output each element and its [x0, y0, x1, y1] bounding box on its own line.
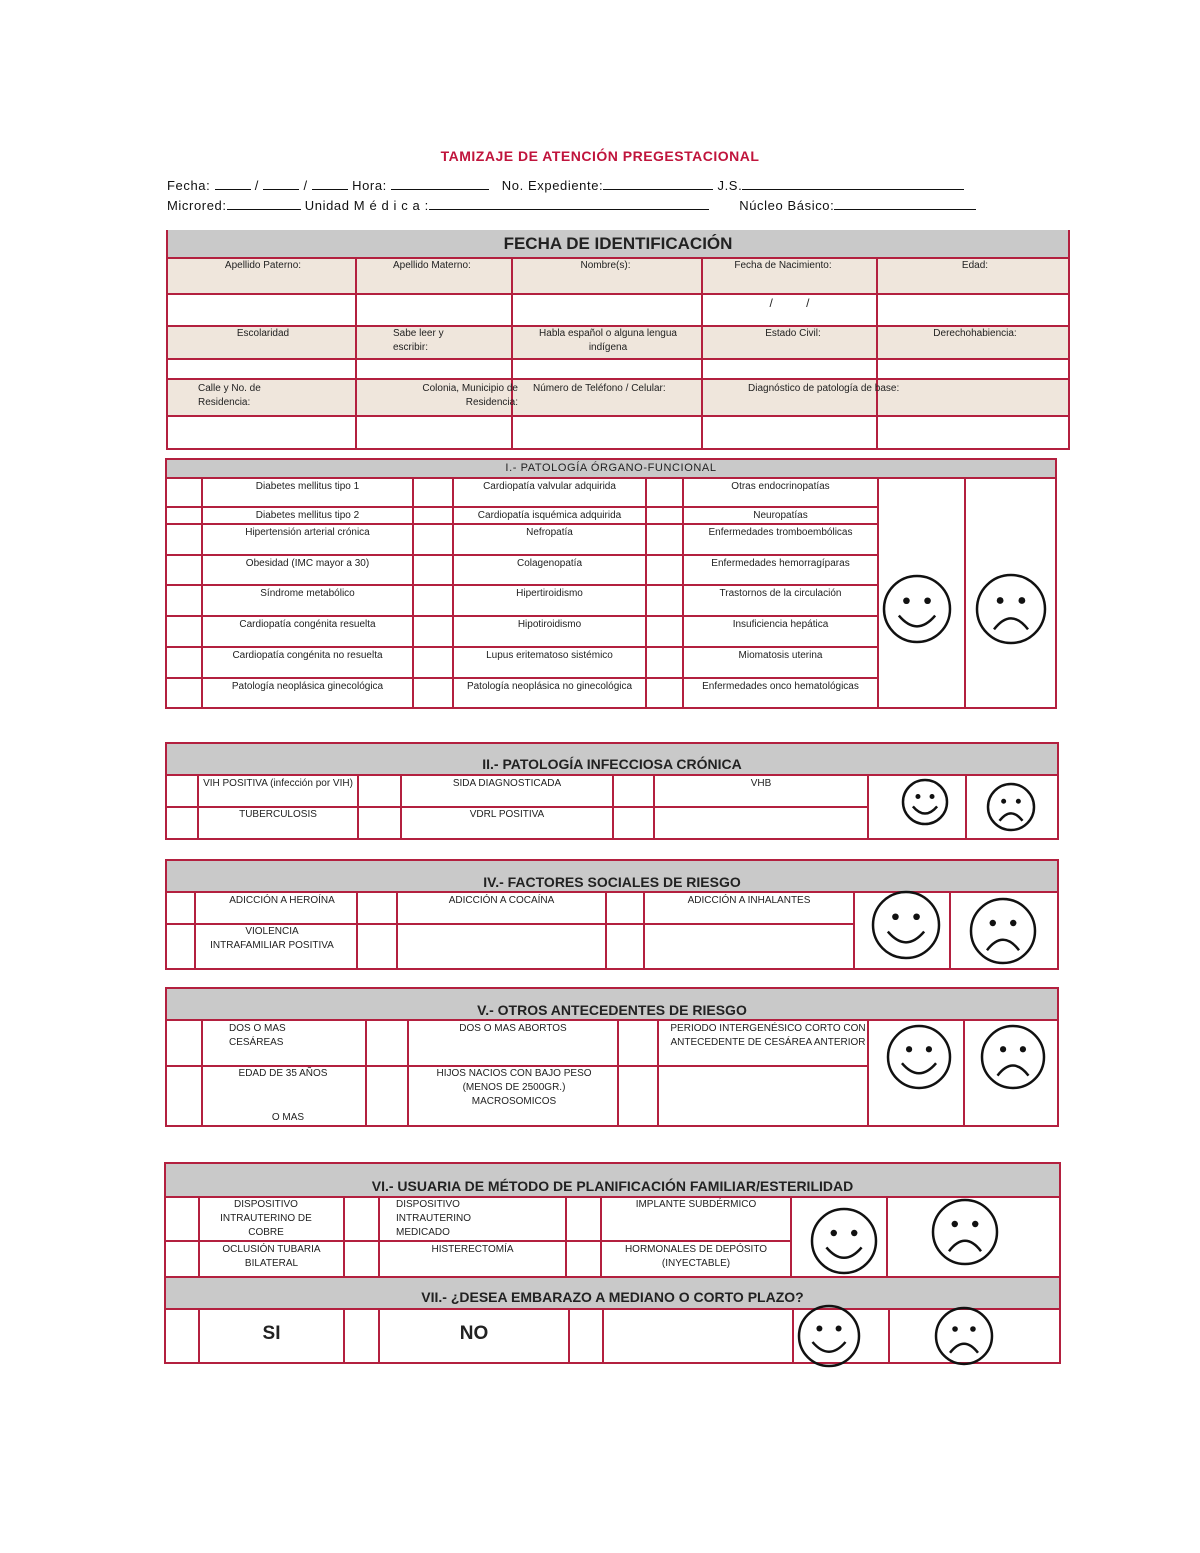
sec1-item: Otras endocrinopatías [731, 481, 830, 492]
edad-35-label: EDAD DE 35 AÑOS [238, 1068, 328, 1079]
nucleo-label: Núcleo Básico: [739, 198, 835, 213]
expediente-field[interactable] [603, 176, 713, 190]
sec1-item: Enfermedades onco hematológicas [702, 681, 859, 692]
sec1-item: Hipertiroidismo [516, 588, 583, 599]
header-line-1 [167, 176, 964, 193]
cocaina-label: ADICCIÓN A COCAÍNA [448, 895, 555, 906]
fecha-label: Fecha: [167, 178, 211, 193]
nucleo-field[interactable] [834, 196, 976, 210]
sec1-item: Cardiopatía valvular adquirida [483, 481, 616, 492]
happy-face-icon[interactable] [796, 1303, 862, 1369]
checkbox-cocaina[interactable] [358, 893, 396, 923]
fecha-day-field[interactable] [215, 176, 251, 190]
checkbox-cesareas[interactable] [169, 1021, 201, 1065]
sec1-checkbox[interactable] [414, 586, 452, 615]
apellido-materno-field[interactable] [357, 295, 511, 325]
js-label: J.S. [717, 178, 743, 193]
checkbox-inhalantes[interactable] [607, 893, 643, 923]
checkbox-implante[interactable] [567, 1198, 600, 1240]
checkbox-edad[interactable] [169, 1067, 201, 1123]
sec1-item: Diabetes mellitus tipo 2 [255, 510, 360, 521]
checkbox-tuberculosis[interactable] [169, 808, 197, 838]
happy-face-icon[interactable] [870, 889, 942, 961]
happy-face-icon[interactable] [885, 1023, 953, 1091]
violencia-label: VIOLENCIA INTRAFAMILIAR POSITIVA [210, 926, 334, 951]
unidad-label: Unidad M é d i c a : [304, 198, 429, 213]
happy-face-icon[interactable] [809, 1206, 879, 1276]
sec1-checkbox[interactable] [647, 679, 682, 705]
oclusion-label: OCLUSIÓN TUBARIA BILATERAL [222, 1244, 321, 1269]
sec1-checkbox[interactable] [169, 679, 201, 705]
checkbox-periodo[interactable] [619, 1021, 657, 1065]
date-separator: / [303, 178, 308, 193]
sec1-checkbox[interactable] [414, 679, 452, 705]
vdrl-label: VDRL POSITIVA [469, 809, 545, 820]
nombre-field[interactable] [513, 295, 701, 325]
escolaridad-label: Escolaridad [236, 328, 290, 339]
sec1-checkbox[interactable] [414, 508, 452, 523]
si-label: SI [262, 1323, 281, 1344]
hora-field[interactable] [391, 176, 489, 190]
sec1-checkbox[interactable] [647, 556, 682, 584]
sec1-checkbox[interactable] [169, 525, 201, 554]
colonia-label: Colonia, Municipio de Residencia: [422, 383, 518, 408]
periodo-intergenesico-label: PERIODO INTERGENÉSICO CORTO CON ANTECEDENTE DE CESÁREA ANTERIOR [670, 1023, 866, 1048]
sec1-item: Lupus eritematoso sistémico [486, 650, 613, 661]
sec1-checkbox[interactable] [647, 508, 682, 523]
sec1-item: Nefropatía [526, 527, 573, 538]
sad-face-icon[interactable] [985, 781, 1037, 833]
sec1-item: Insuficiencia hepática [732, 619, 829, 630]
date-separator: / [254, 178, 259, 193]
section-5-title: V.- OTROS ANTECEDENTES DE RIESGO [167, 989, 1057, 1019]
expediente-label: No. Expediente: [501, 178, 604, 193]
checkbox-abortos[interactable] [367, 1021, 407, 1065]
telefono-label: Número de Teléfono / Celular: [533, 383, 666, 394]
fecha-month-field[interactable] [263, 176, 299, 190]
sec1-item: Enfermedades hemorragíparas [711, 558, 850, 569]
sec1-checkbox[interactable] [647, 586, 682, 615]
implante-label: IMPLANTE SUBDÉRMICO [635, 1199, 757, 1210]
hormonales-label: HORMONALES DE DEPÓSITO (INYECTABLE) [624, 1244, 768, 1269]
sabe-leer-label: Sabe leer y escribir: [393, 328, 444, 353]
sec1-checkbox[interactable] [414, 648, 452, 677]
sec1-item: Miomatosis uterina [738, 650, 823, 661]
vih-positiva-label: VIH POSITIVA (infección por VIH) [203, 778, 353, 789]
header-line-2 [167, 196, 976, 213]
checkbox-diu-cobre[interactable] [168, 1198, 198, 1240]
identification-section [166, 230, 1070, 450]
apellido-paterno-label: Apellido Paterno: [224, 260, 302, 271]
sec1-checkbox[interactable] [414, 617, 452, 646]
o-mas-label: O MAS [271, 1112, 305, 1123]
section-4-title: IV.- FACTORES SOCIALES DE RIESGO [167, 861, 1057, 891]
sec1-checkbox[interactable] [414, 479, 452, 506]
section-planificacion-familiar [164, 1162, 1061, 1364]
checkbox-sida[interactable] [359, 776, 400, 806]
checkbox-hijos[interactable] [367, 1067, 407, 1123]
sec1-checkbox[interactable] [169, 556, 201, 584]
diu-medicado-label: DISPOSITIVO INTRAUTERINO MEDICADO [396, 1199, 471, 1238]
estado-civil-label: Estado Civil: [765, 328, 821, 339]
checkbox-vhb[interactable] [614, 776, 653, 806]
heroina-label: ADICCIÓN A HEROÍNA [229, 895, 335, 906]
hora-label: Hora: [352, 178, 387, 193]
sad-face-icon[interactable] [968, 896, 1038, 966]
sec1-checkbox[interactable] [169, 617, 201, 646]
sida-label: SIDA DIAGNOSTICADA [452, 778, 562, 789]
hijos-bajo-peso-label: HIJOS NACIOS CON BAJO PESO (MENOS DE 2500GR.) MACROSOMICOS [436, 1068, 592, 1107]
checkbox-oclusion[interactable] [168, 1242, 198, 1276]
habla-espanol-label: Habla español o alguna lengua indígena [539, 328, 677, 353]
calle-label: Calle y No. de Residencia: [198, 383, 261, 408]
edad-field[interactable] [878, 295, 1072, 325]
unidad-field[interactable] [429, 196, 709, 210]
sec1-item: Colagenopatía [516, 558, 583, 569]
sec1-checkbox[interactable] [647, 617, 682, 646]
sec1-item: Hipotiroidismo [517, 619, 582, 630]
document-title: TAMIZAJE DE ATENCIÓN PREGESTACIONAL [440, 148, 760, 164]
section-7-title: VII.- ¿DESEA EMBARAZO A MEDIANO O CORTO PLAZO? [166, 1278, 1059, 1308]
vhb-label: VHB [750, 778, 772, 789]
sec1-item: Hipertensión arterial crónica [245, 527, 370, 538]
sec1-item: Patología neoplásica no ginecológica [466, 681, 633, 692]
diagnostico-label: Diagnóstico de patología de base: [748, 383, 900, 394]
edad-label: Edad: [961, 260, 989, 271]
tuberculosis-label: TUBERCULOSIS [239, 809, 317, 820]
nombre-label: Nombre(s): [580, 260, 631, 271]
sec1-item: Diabetes mellitus tipo 1 [255, 481, 360, 492]
apellido-materno-label: Apellido Materno: [393, 260, 471, 271]
sec1-checkbox[interactable] [647, 648, 682, 677]
happy-face-icon[interactable] [881, 573, 953, 645]
sec1-item: Cardiopatía congénita no resuelta [232, 650, 383, 661]
section-1-title: I.- PATOLOGÍA ÓRGANO-FUNCIONAL [167, 460, 1055, 477]
sec1-checkbox[interactable] [169, 508, 201, 523]
sec1-item: Trastornos de la circulación [719, 588, 842, 599]
sec1-item: Obesidad (IMC mayor a 30) [245, 558, 370, 569]
checkbox-vdrl[interactable] [359, 808, 400, 838]
checkbox-diu-medicado[interactable] [345, 1198, 378, 1240]
happy-face-icon[interactable] [900, 777, 950, 827]
abortos-label: DOS O MAS ABORTOS [459, 1023, 567, 1034]
sec1-checkbox[interactable] [414, 525, 452, 554]
sec1-checkbox[interactable] [169, 586, 201, 615]
sec1-checkbox[interactable] [414, 556, 452, 584]
derechohabiencia-label: Derechohabiencia: [933, 328, 1017, 339]
microred-field[interactable] [227, 196, 301, 210]
checkbox-histerectomia[interactable] [345, 1242, 378, 1276]
checkbox-heroina[interactable] [169, 893, 194, 923]
fecha-year-field[interactable] [312, 176, 348, 190]
checkbox-violencia[interactable] [169, 925, 194, 968]
sec1-item: Síndrome metabólico [260, 588, 355, 599]
diu-cobre-label: DISPOSITIVO INTRAUTERINO DE COBRE [220, 1199, 312, 1238]
sec1-item: Cardiopatía congénita resuelta [239, 619, 376, 630]
microred-label: Microred: [167, 198, 227, 213]
section-6-title: VI.- USUARIA DE MÉTODO DE PLANIFICACIÓN FAMILIAR/ESTERILIDAD [166, 1164, 1059, 1196]
no-label: NO [459, 1323, 489, 1344]
sec1-item: Neuropatías [753, 510, 808, 521]
sad-face-icon[interactable] [974, 572, 1048, 646]
sad-face-icon[interactable] [930, 1197, 1000, 1267]
section-2-title: II.- PATOLOGÍA INFECCIOSA CRÓNICA [167, 744, 1057, 774]
sec1-checkbox[interactable] [169, 479, 201, 506]
sec1-checkbox[interactable] [647, 479, 682, 506]
fecha-nacimiento-field[interactable]: / / [769, 296, 810, 310]
sec1-checkbox[interactable] [169, 648, 201, 677]
sec1-item: Enfermedades tromboembólicas [708, 527, 853, 538]
checkbox-si[interactable] [168, 1310, 198, 1362]
cesareas-label: DOS O MAS CESÁREAS [229, 1023, 286, 1048]
sad-face-icon[interactable] [979, 1023, 1047, 1091]
sec1-checkbox[interactable] [647, 525, 682, 554]
histerectomia-label: HISTERECTOMÍA [431, 1244, 514, 1255]
checkbox-hormonales[interactable] [567, 1242, 600, 1276]
inhalantes-label: ADICCIÓN A INHALANTES [687, 895, 811, 906]
sad-face-icon[interactable] [933, 1305, 995, 1367]
sec1-item: Cardiopatía isquémica adquirida [477, 510, 622, 521]
js-field[interactable] [742, 176, 964, 190]
checkbox-no[interactable] [345, 1310, 378, 1362]
apellido-paterno-field[interactable] [168, 295, 355, 325]
fecha-nacimiento-label: Fecha de Nacimiento: [734, 260, 832, 271]
identification-title: FECHA DE IDENTIFICACIÓN [168, 230, 1068, 257]
checkbox-empty[interactable] [614, 808, 653, 838]
sec1-item: Patología neoplásica ginecológica [231, 681, 384, 692]
checkbox-vih[interactable] [169, 776, 197, 806]
